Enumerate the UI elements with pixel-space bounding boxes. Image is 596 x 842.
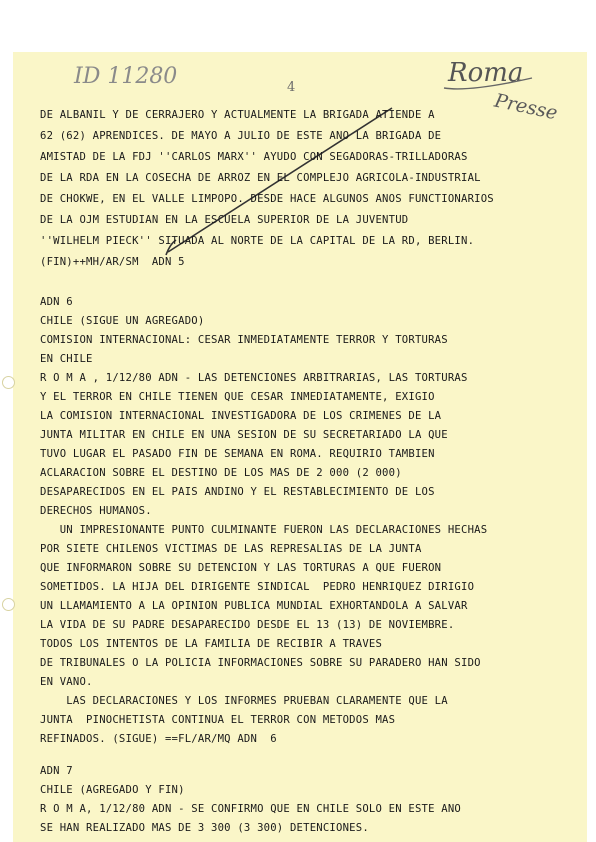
text-line: LA COMISION INTERNACIONAL INVESTIGADORA DE LOS CRIMENES DE LA bbox=[40, 410, 442, 422]
text-line: AMISTAD DE LA FDJ ''CARLOS MARX'' AYUDO CON SEGADORAS-TRILLADORAS bbox=[40, 151, 468, 163]
text-line: JUNTA PINOCHETISTA CONTINUA EL TERROR CON METODOS MAS bbox=[40, 714, 396, 726]
text-line: LA VIDA DE SU PADRE DESAPARECIDO DESDE EL 13 (13) DE NOVIEMBRE. bbox=[40, 619, 455, 631]
text-line: (FIN)++MH/AR/SM ADN 5 bbox=[40, 256, 185, 268]
text-line: DE ALBANIL Y DE CERRAJERO Y ACTUALMENTE LA BRIGADA ATIENDE A bbox=[40, 109, 435, 121]
text-line: R O M A, 1/12/80 ADN - SE CONFIRMO QUE EN CHILE SOLO EN ESTE ANO bbox=[40, 803, 461, 815]
text-line: Y EL TERROR EN CHILE TIENEN QUE CESAR INMEDIATAMENTE, EXIGIO bbox=[40, 391, 435, 403]
text-line: ''WILHELM PIECK'' SITUADA AL NORTE DE LA CAPITAL DE LA RD, BERLIN. bbox=[40, 235, 475, 247]
text-line: SOMETIDOS. LA HIJA DEL DIRIGENTE SINDICAL PEDRO HENRIQUEZ DIRIGIO bbox=[40, 581, 475, 593]
text-line: SE HAN REALIZADO MAS DE 3 300 (3 300) DETENCIONES. bbox=[40, 822, 369, 834]
text-line: ADN 7 bbox=[40, 765, 73, 777]
text-line: TODOS LOS INTENTOS DE LA FAMILIA DE RECIBIR A TRAVES bbox=[40, 638, 383, 650]
text-line: REFINADOS. (SIGUE) ==FL/AR/MQ ADN 6 bbox=[40, 733, 277, 745]
text-line: R O M A , 1/12/80 ADN - LAS DETENCIONES ARBITRARIAS, LAS TORTURAS bbox=[40, 372, 468, 384]
text-line: DE TRIBUNALES O LA POLICIA INFORMACIONES SOBRE SU PARADERO HAN SIDO bbox=[40, 657, 481, 669]
text-line: ACLARACION SOBRE EL DESTINO DE LOS MAS DE 2 000 (2 000) bbox=[40, 467, 402, 479]
text-line: 62 (62) APRENDICES. DE MAYO A JULIO DE ESTE ANO LA BRIGADA DE bbox=[40, 130, 442, 142]
text-line: DESAPARECIDOS EN EL PAIS ANDINO Y EL RESTABLECIMIENTO DE LOS bbox=[40, 486, 435, 498]
text-line: EN VANO. bbox=[40, 676, 93, 688]
text-line: EN CHILE bbox=[40, 353, 93, 365]
text-line: ADN 6 bbox=[40, 296, 73, 308]
text-line: UN IMPRESIONANTE PUNTO CULMINANTE FUERON LAS DECLARACIONES HECHAS bbox=[40, 524, 488, 536]
text-line: JUNTA MILITAR EN CHILE EN UNA SESION DE SU SECRETARIADO LA QUE bbox=[40, 429, 448, 441]
page-number: 4 bbox=[287, 80, 296, 95]
handwritten-city-note: Roma bbox=[448, 58, 524, 88]
text-line: COMISION INTERNACIONAL: CESAR INMEDIATAMENTE TERROR Y TORTURAS bbox=[40, 334, 448, 346]
handwritten-press-note: Presse bbox=[492, 89, 560, 125]
text-line: DE LA RDA EN LA COSECHA DE ARROZ EN EL COMPLEJO AGRICOLA-INDUSTRIAL bbox=[40, 172, 481, 184]
text-line: DE LA OJM ESTUDIAN EN LA ESCUELA SUPERIOR DE LA JUVENTUD bbox=[40, 214, 409, 226]
text-line: POR SIETE CHILENOS VICTIMAS DE LAS REPRESALIAS DE LA JUNTA bbox=[40, 543, 422, 555]
text-line: UN LLAMAMIENTO A LA OPINION PUBLICA MUNDIAL EXHORTANDOLA A SALVAR bbox=[40, 600, 468, 612]
text-line: CHILE (AGREGADO Y FIN) bbox=[40, 784, 185, 796]
text-line: DERECHOS HUMANOS. bbox=[40, 505, 152, 517]
text-line: CHILE (SIGUE UN AGREGADO) bbox=[40, 315, 205, 327]
handwritten-id-note: ID 11280 bbox=[74, 64, 178, 89]
text-line: DE CHOKWE, EN EL VALLE LIMPOPO. DESDE HACE ALGUNOS ANOS FUNCTIONARIOS bbox=[40, 193, 494, 205]
text-line: QUE INFORMARON SOBRE SU DETENCION Y LAS TORTURAS A QUE FUERON bbox=[40, 562, 442, 574]
text-line: TUVO LUGAR EL PASADO FIN DE SEMANA EN ROMA. REQUIRIO TAMBIEN bbox=[40, 448, 435, 460]
text-line: LAS DECLARACIONES Y LOS INFORMES PRUEBAN CLARAMENTE QUE LA bbox=[40, 695, 448, 707]
